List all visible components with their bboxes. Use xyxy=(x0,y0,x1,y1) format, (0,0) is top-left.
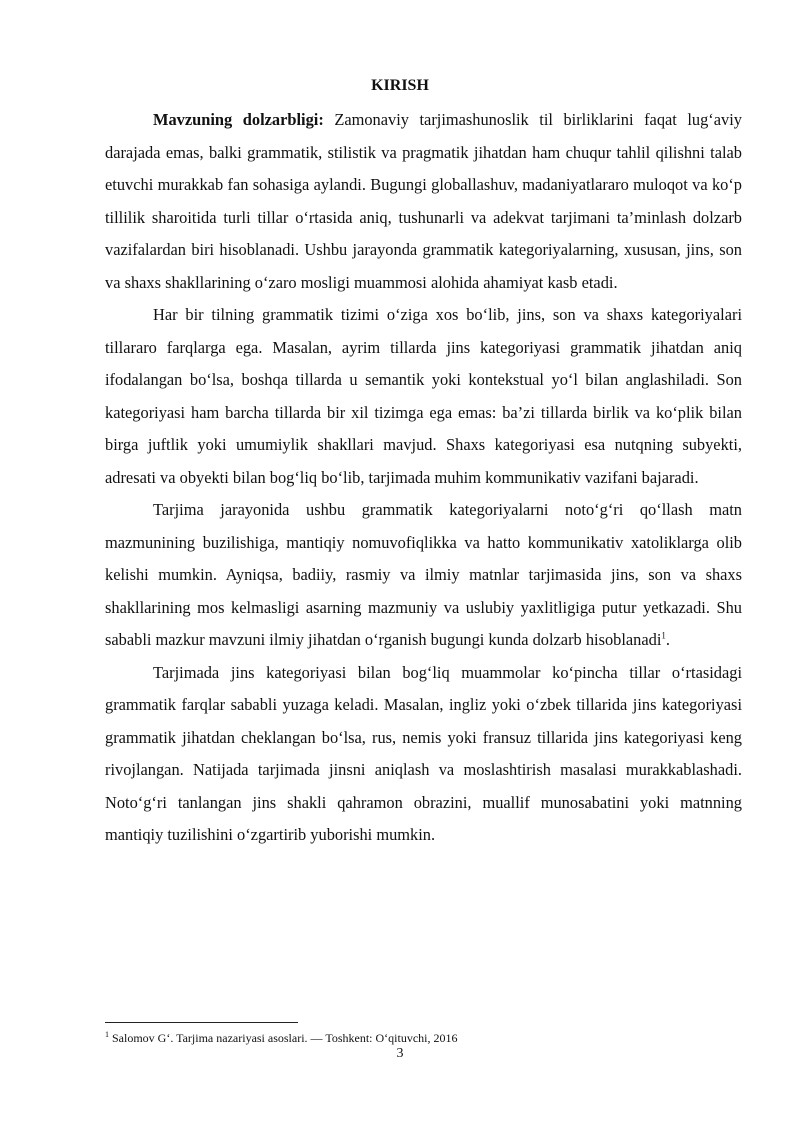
paragraph-3 xyxy=(105,494,742,657)
paragraph-text: Tarjimada jins kategoriyasi bilan bog‘liq muammolar ko‘pincha tillar o‘rtasidagi grammatik farqlar sababli yuzaga keladi. Masalan, ingliz yoki o‘zbek tillarida jins kategoriyasi grammatik jihatdan cheklangan bo‘lsa, rus, nemis yoki fransuz tillarida jins kategoriyasi keng rivojlangan. Natijada tarjimada jinsni aniqlash va moslashtirish masalasi murakkablashadi. Noto‘g‘ri tanlangan jins shakli qahramon obrazini, muallif munosabatini yoki matnning mantiqiy tuzilishini o‘zgartirib yuborishi mumkin. xyxy=(105,662,742,844)
footnote xyxy=(105,1030,742,1046)
paragraph-4 xyxy=(105,657,742,852)
paragraph-2 xyxy=(105,299,742,494)
section-title: KIRISH xyxy=(371,77,429,94)
body-text xyxy=(105,104,742,852)
paragraph-text: Tarjima jarayonida ushbu grammatik kategoriyalarni noto‘g‘ri qo‘llash matn mazmunining buzilishiga, mantiqiy nomuvofiqlikka va hatto kommunikativ xatoliklarga olib kelishi mumkin. Ayniqsa, badiiy, rasmiy va ilmiy matnlar tarjimasida jins, son va shaxs shakllarining mos kelmasligi asarning mazmuniy va uslubiy yaxlitligiga putur yetkazadi. Shu sababli mazkur mavzuni ilmiy jihatdan o‘rganish bugungi kunda dolzarb hisoblanadi xyxy=(105,500,742,649)
paragraph-lead: Mavzuning dolzarbligi: xyxy=(153,110,324,129)
paragraph-text: Har bir tilning grammatik tizimi o‘ziga xos bo‘lib, jins, son va shaxs kategoriyalari tillararo farqlarga ega. Masalan, ayrim tillarda jins kategoriyasi grammatik jihatdan aniq ifodalangan bo‘lsa, boshqa tillarda u semantik yoki kontekstual yo‘l bilan anglashiladi. Son kategoriyasi ham barcha tillarda bir xil tizimga ega emas: ba’zi tillarda birlik va ko‘plik bilan birga juftlik yoki umumiylik shakllari mavjud. Shaxs kategoriyasi esa nutqning subyekti, adresati va obyekti bilan bog‘liq bo‘lib, tarjimada muhim kommunikativ vazifani bajaradi. xyxy=(105,305,742,487)
footnote-reference[interactable]: 1 xyxy=(661,630,666,641)
footnote-separator xyxy=(105,1022,298,1023)
footnote-text: Salomov G‘. Tarjima nazariyasi asoslari. — Toshkent: O‘qituvchi, 2016 xyxy=(109,1031,458,1045)
paragraph-tail: . xyxy=(665,630,671,649)
page-number: 3 xyxy=(396,1046,404,1061)
paragraph-text: Zamonaviy tarjimashunoslik til birliklarini faqat lug‘aviy darajada emas, balki grammatik, stilistik va pragmatik jihatdan ham chuqur tahlil qilishni talab etuvchi murakkab fan sohasiga aylandi. Bugungi globallashuv, madaniyatlararo muloqot va ko‘p tillilik sharoitida turli tillar o‘rtasida aniq, tushunarli va adekvat tarjimani ta’minlash dolzarb vazifalardan biri hisoblanadi. Ushbu jarayonda grammatik kategoriyalarning, xususan, jins, son va shaxs shakllarining o‘zaro mosligi muammosi alohida ahamiyat kasb etadi. xyxy=(105,110,742,292)
footnote-mark: 1 xyxy=(105,1030,109,1039)
paragraph-1 xyxy=(105,104,742,299)
